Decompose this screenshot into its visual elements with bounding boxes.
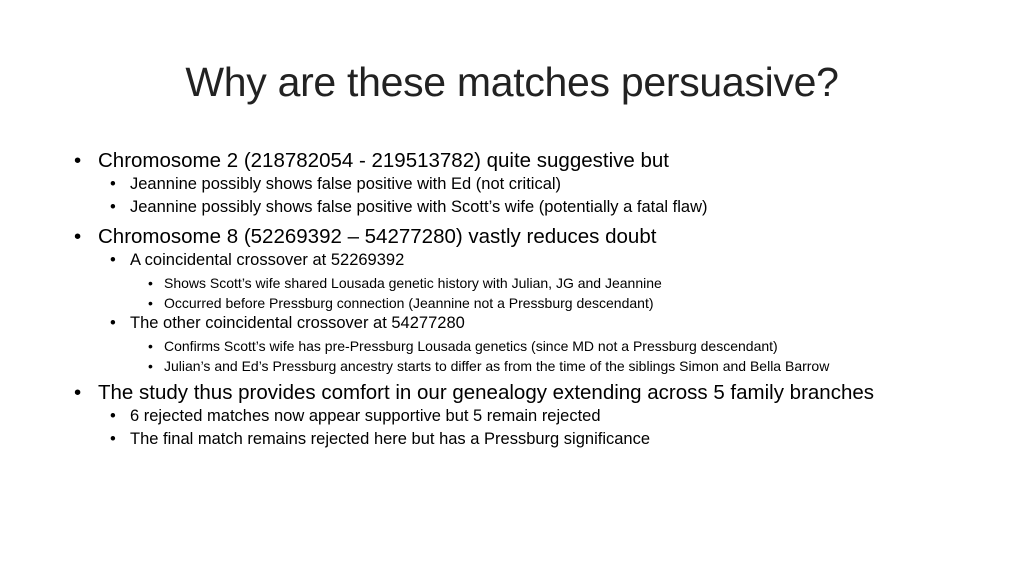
bullet-icon: • — [148, 358, 153, 374]
bullet-icon: • — [148, 338, 153, 354]
list-item-text: Occurred before Pressburg connection (Jeannine not a Pressburg descendant) — [164, 295, 654, 311]
slide-content — [70, 150, 930, 450]
list-item-text: Julian’s and Ed’s Pressburg ancestry starts to differ as from the time of the siblings Simon and Bella Barrow — [164, 358, 830, 374]
bullet-icon: • — [110, 430, 116, 448]
list-item-text: The other coincidental crossover at 54277280 — [130, 314, 465, 332]
sub-list — [108, 275, 930, 311]
bullet-icon: • — [148, 295, 153, 311]
list-item — [108, 173, 930, 195]
list-item — [108, 405, 930, 427]
bullet-icon: • — [74, 381, 82, 404]
nested-list — [108, 275, 930, 311]
bullet-icon: • — [110, 251, 116, 269]
nested-list — [108, 338, 930, 374]
list-item — [70, 382, 930, 404]
list-item — [108, 249, 930, 271]
list-item-text: Chromosome 8 (52269392 – 54277280) vastly reduces doubt — [98, 225, 657, 248]
bullet-icon: • — [74, 225, 82, 248]
list-item — [108, 196, 930, 218]
list-item-text: A coincidental crossover at 52269392 — [130, 251, 405, 269]
sub-list — [108, 338, 930, 374]
list-item — [108, 428, 930, 450]
list-item — [70, 150, 930, 172]
list-item — [108, 312, 930, 334]
slide-title: Why are these matches persuasive? — [185, 59, 839, 105]
list-item-text: Shows Scott’s wife shared Lousada genetic history with Julian, JG and Jeannine — [164, 275, 662, 291]
list-item — [146, 358, 930, 374]
bullet-icon: • — [148, 275, 153, 291]
bullet-icon: • — [110, 314, 116, 332]
list-item-text: Confirms Scott’s wife has pre-Pressburg Lousada genetics (since MD not a Pressburg descendant) — [164, 338, 778, 354]
list-item-text: The final match remains rejected here but has a Pressburg significance — [130, 430, 651, 448]
bullet-icon: • — [74, 149, 82, 172]
list-item — [70, 226, 930, 248]
list-item-text: Jeannine possibly shows false positive with Ed (not critical) — [130, 175, 562, 193]
list-item-text: Jeannine possibly shows false positive with Scott’s wife (potentially a fatal flaw) — [130, 198, 708, 216]
bullet-icon: • — [110, 407, 116, 425]
bullet-list — [70, 150, 930, 450]
list-item-text: The study thus provides comfort in our genealogy extending across 5 family branches — [98, 381, 874, 404]
list-item — [146, 275, 930, 291]
list-item-text: 6 rejected matches now appear supportive but 5 remain rejected — [130, 407, 601, 425]
list-item — [146, 295, 930, 311]
bullet-icon: • — [110, 198, 116, 216]
list-item — [146, 338, 930, 354]
list-item-text: Chromosome 2 (218782054 - 219513782) quite suggestive but — [98, 149, 669, 172]
bullet-icon: • — [110, 175, 116, 193]
